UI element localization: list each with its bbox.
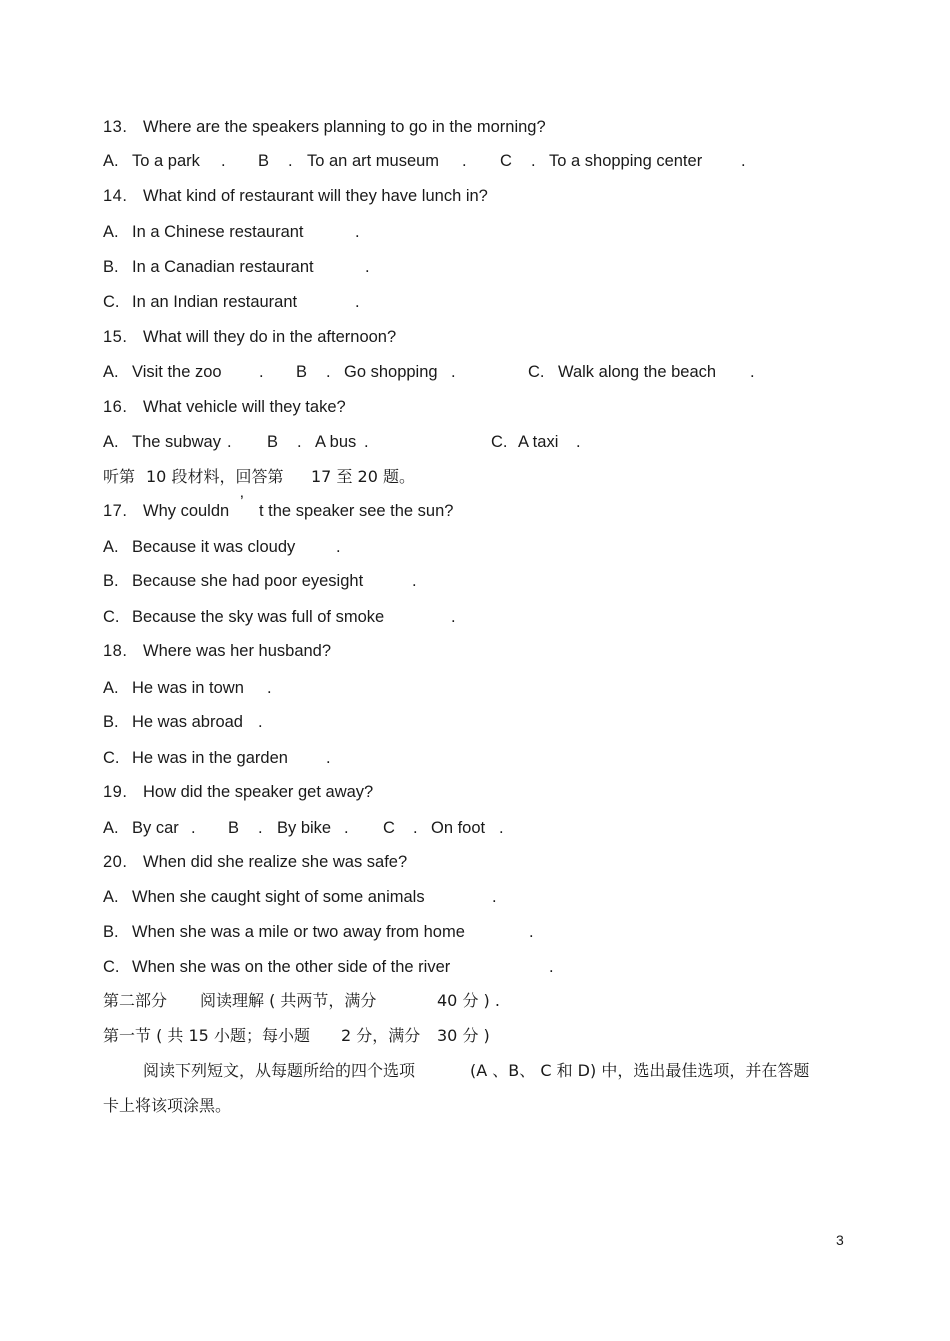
option-text: In a Canadian restaurant bbox=[132, 258, 314, 276]
apostrophe: ’ bbox=[240, 493, 244, 511]
option-dot: . bbox=[364, 433, 369, 451]
option-dot: . bbox=[326, 363, 331, 381]
option-letter: C bbox=[500, 152, 512, 170]
option-letter: B. bbox=[103, 572, 119, 590]
option-dot: . bbox=[258, 713, 263, 731]
option-text: He was in the garden bbox=[132, 749, 288, 767]
option-letter: B. bbox=[103, 258, 119, 276]
option-dot: . bbox=[259, 363, 264, 381]
option-dot: . bbox=[549, 958, 554, 976]
section-one-a: 第一节 ( 共 15 小题；每小题 bbox=[103, 1026, 310, 1045]
option-letter: C bbox=[383, 819, 395, 837]
option-letter: A. bbox=[103, 223, 119, 241]
question-text: Where are the speakers planning to go in the morning? bbox=[143, 118, 546, 136]
option-dot: . bbox=[750, 363, 755, 381]
option-letter: B. bbox=[103, 923, 119, 941]
option-text: He was abroad bbox=[132, 713, 243, 731]
option-dot: . bbox=[191, 819, 196, 837]
question-text: What will they do in the afternoon? bbox=[143, 328, 397, 346]
option-text: When she was a mile or two away from home bbox=[132, 923, 465, 941]
question-number: 20. bbox=[103, 853, 128, 871]
option-dot: . bbox=[529, 923, 534, 941]
part-two-b: 阅读理解 ( 共两节，满分 bbox=[200, 991, 377, 1010]
option-text: Because she had poor eyesight bbox=[132, 572, 364, 590]
option-letter: B. bbox=[103, 713, 119, 731]
option-text: Because it was cloudy bbox=[132, 538, 296, 556]
option-dot: . bbox=[326, 749, 331, 767]
instructions-a: 阅读下列短文，从每题所给的四个选项 bbox=[143, 1061, 416, 1080]
option-text: To a shopping center bbox=[549, 152, 703, 170]
section-one-c: 30 分 ) bbox=[437, 1026, 490, 1045]
question-text: Where was her husband? bbox=[143, 642, 332, 660]
page-number: 3 bbox=[836, 1232, 844, 1248]
option-dot: . bbox=[412, 572, 417, 590]
option-letter: A. bbox=[103, 363, 119, 381]
option-letter: A. bbox=[103, 538, 119, 556]
option-dot: . bbox=[288, 152, 293, 170]
option-text: To a park bbox=[132, 152, 200, 170]
option-letter: A. bbox=[103, 679, 119, 697]
option-text: When she caught sight of some animals bbox=[132, 888, 425, 906]
option-text: In a Chinese restaurant bbox=[132, 223, 304, 241]
question-text: What kind of restaurant will they have lunch in? bbox=[143, 187, 488, 205]
section-note-b: 10 段材料，回答第 bbox=[146, 467, 284, 486]
option-dot: . bbox=[344, 819, 349, 837]
option-text: Because the sky was full of smoke bbox=[132, 608, 385, 626]
instructions-b: (A 、B、 C 和 D) 中，选出最佳选项，并在答题 bbox=[470, 1061, 810, 1080]
option-letter: C. bbox=[103, 293, 120, 311]
question-number: 16. bbox=[103, 398, 128, 416]
option-letter: C. bbox=[528, 363, 545, 381]
option-text: By car bbox=[132, 819, 179, 837]
option-dot: . bbox=[336, 538, 341, 556]
option-dot: . bbox=[499, 819, 504, 837]
option-letter: B bbox=[258, 152, 270, 170]
option-dot: . bbox=[413, 819, 418, 837]
option-letter: C. bbox=[103, 958, 120, 976]
question-text-a: Why couldn bbox=[143, 502, 230, 520]
option-text: Visit the zoo bbox=[132, 363, 222, 381]
option-dot: . bbox=[227, 433, 232, 451]
section-note-a: 听第 bbox=[103, 467, 136, 486]
option-letter: A. bbox=[103, 888, 119, 906]
option-letter: C. bbox=[103, 749, 120, 767]
question-number: 17. bbox=[103, 502, 128, 520]
option-letter: C. bbox=[103, 608, 120, 626]
option-dot: . bbox=[451, 608, 456, 626]
section-one-b: 2 分，满分 bbox=[341, 1026, 421, 1045]
option-dot: . bbox=[576, 433, 581, 451]
option-text: When she was on the other side of the river bbox=[132, 958, 451, 976]
option-letter: A. bbox=[103, 152, 119, 170]
option-text: The subway bbox=[132, 433, 221, 451]
option-dot: . bbox=[462, 152, 467, 170]
option-text: On foot bbox=[431, 819, 486, 837]
option-letter: B bbox=[267, 433, 279, 451]
option-text: By bike bbox=[277, 819, 332, 837]
question-text-b: t the speaker see the sun? bbox=[259, 502, 454, 520]
option-letter: A. bbox=[103, 819, 119, 837]
option-dot: . bbox=[492, 888, 497, 906]
question-number: 14. bbox=[103, 187, 128, 205]
option-text: A taxi bbox=[518, 433, 559, 451]
question-number: 18. bbox=[103, 642, 128, 660]
question-number: 13. bbox=[103, 118, 128, 136]
question-text: How did the speaker get away? bbox=[143, 783, 374, 801]
question-number: 19. bbox=[103, 783, 128, 801]
option-dot: . bbox=[267, 679, 272, 697]
question-text: When did she realize she was safe? bbox=[143, 853, 408, 871]
option-dot: . bbox=[365, 258, 370, 276]
option-dot: . bbox=[451, 363, 456, 381]
part-two-c: 40 分 ) . bbox=[437, 991, 500, 1010]
option-text: Walk along the beach bbox=[558, 363, 717, 381]
question-number: 15. bbox=[103, 328, 128, 346]
option-text: In an Indian restaurant bbox=[132, 293, 298, 311]
option-text: Go shopping bbox=[344, 363, 438, 381]
question-text: What vehicle will they take? bbox=[143, 398, 346, 416]
option-text: A bus bbox=[315, 433, 357, 451]
part-two-a: 第二部分 bbox=[103, 991, 168, 1010]
option-letter: C. bbox=[491, 433, 508, 451]
option-dot: . bbox=[297, 433, 302, 451]
option-letter: B bbox=[228, 819, 240, 837]
option-dot: . bbox=[355, 223, 360, 241]
option-text: To an art museum bbox=[307, 152, 440, 170]
option-dot: . bbox=[258, 819, 263, 837]
section-note-c: 17 至 20 题。 bbox=[311, 467, 415, 486]
option-dot: . bbox=[355, 293, 360, 311]
option-letter: A. bbox=[103, 433, 119, 451]
option-letter: B bbox=[296, 363, 308, 381]
option-text: He was in town bbox=[132, 679, 244, 697]
option-dot: . bbox=[531, 152, 536, 170]
option-dot: . bbox=[741, 152, 746, 170]
instructions-c: 卡上将该项涂黑。 bbox=[103, 1096, 232, 1115]
option-dot: . bbox=[221, 152, 226, 170]
